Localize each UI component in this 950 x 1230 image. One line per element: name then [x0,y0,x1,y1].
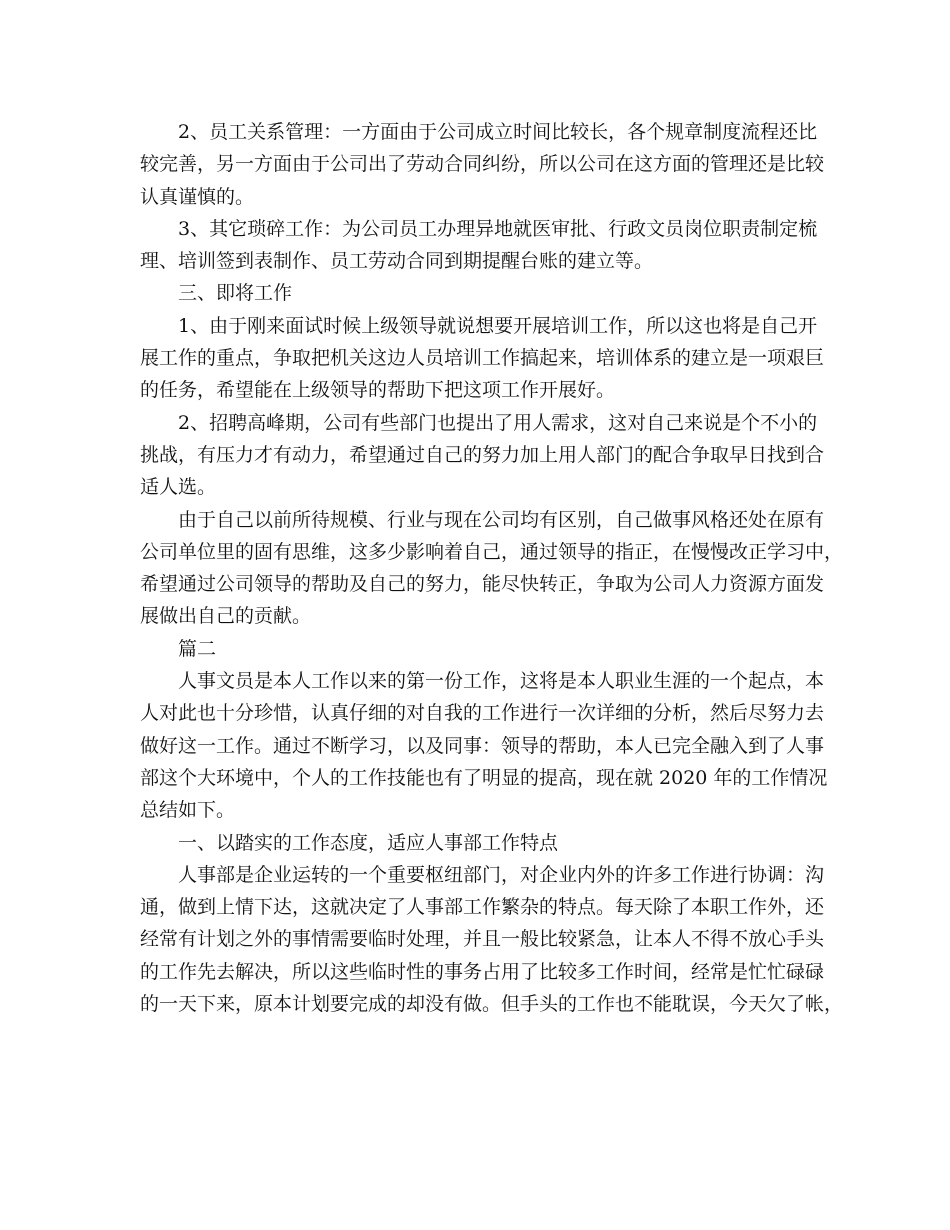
text-line-16: 展做出自己的贡献。 [140,605,312,628]
text-line-07: 1、由于刚来面试时候上级领导就说想要开展培训工作，所以这也将是自己开 [178,314,818,337]
document-body [140,116,844,1020]
text-line-19: 人对此也十分珍惜，认真仔细的对自我的工作进行一次详细的分析，然后尽努力去 [140,702,825,725]
text-line-11: 挑战，有压力才有动力，希望通过自己的努力加上用人部门的配合争取早日找到合 [140,443,825,466]
text-line-21: 部这个大环境中，个人的工作技能也有了明显的提高，现在就 2020 年的工作情况 [140,766,828,789]
text-line-25: 通，做到上情下达，这就决定了人事部工作繁杂的特点。每天除了本职工作外，还 [140,896,825,919]
text-line-09: 的任务，希望能在上级领导的帮助下把这项工作开展好。 [140,379,616,402]
text-line-26: 经常有计划之外的事情需要临时处理，并且一般比较紧急，让本人不得不放心手头 [140,928,825,951]
text-line-14: 公司单位里的固有思维，这多少影响着自己，通过领导的指正，在慢慢改正学习中， [140,540,844,563]
text-line-02: 较完善，另一方面由于公司出了劳动合同纠纷，所以公司在这方面的管理还是比较 [140,153,825,176]
text-line-24: 人事部是企业运转的一个重要枢纽部门，对企业内外的许多工作进行协调：沟 [178,863,825,886]
text-line-03: 认真谨慎的。 [140,185,255,208]
text-line-18: 人事文员是本人工作以来的第一份工作，这将是本人职业生涯的一个起点，本 [178,670,825,693]
text-line-05: 理、培训签到表制作、员工劳动合同到期提醒台账的建立等。 [140,250,654,273]
text-line-22: 总结如下。 [140,799,236,822]
text-line-13: 由于自己以前所待规模、行业与现在公司均有区别，自己做事风格还处在原有 [178,508,825,531]
text-line-10: 2、招聘高峰期，公司有些部门也提出了用人需求，这对自己来说是个不小的 [178,411,818,434]
text-line-12: 适人选。 [140,476,217,499]
text-line-20: 做好这一工作。通过不断学习，以及同事：领导的帮助，本人已完全融入到了人事 [140,734,825,757]
text-line-04: 3、其它琐碎工作：为公司员工办理异地就医审批、行政文员岗位职责制定梳 [178,217,818,240]
section-heading-upcoming-work: 三、即将工作 [178,282,293,305]
text-line-08: 展工作的重点，争取把机关这边人员培训工作搞起来，培训体系的建立是一项艰巨 [140,347,825,370]
text-line-28: 的一天下来，原本计划要完成的却没有做。但手头的工作也不能耽误，今天欠了帐， [140,993,844,1016]
section-heading-attitude: 一、以踏实的工作态度，适应人事部工作特点 [178,831,559,854]
part-heading-2: 篇二 [178,637,217,660]
text-line-27: 的工作先去解决，所以这些临时性的事务占用了比较多工作时间，经常是忙忙碌碌 [140,960,825,983]
text-line-01: 2、员工关系管理：一方面由于公司成立时间比较长，各个规章制度流程还比 [178,121,818,143]
text-line-15: 希望通过公司领导的帮助及自己的努力，能尽快转正，争取为公司人力资源方面发 [140,573,825,596]
